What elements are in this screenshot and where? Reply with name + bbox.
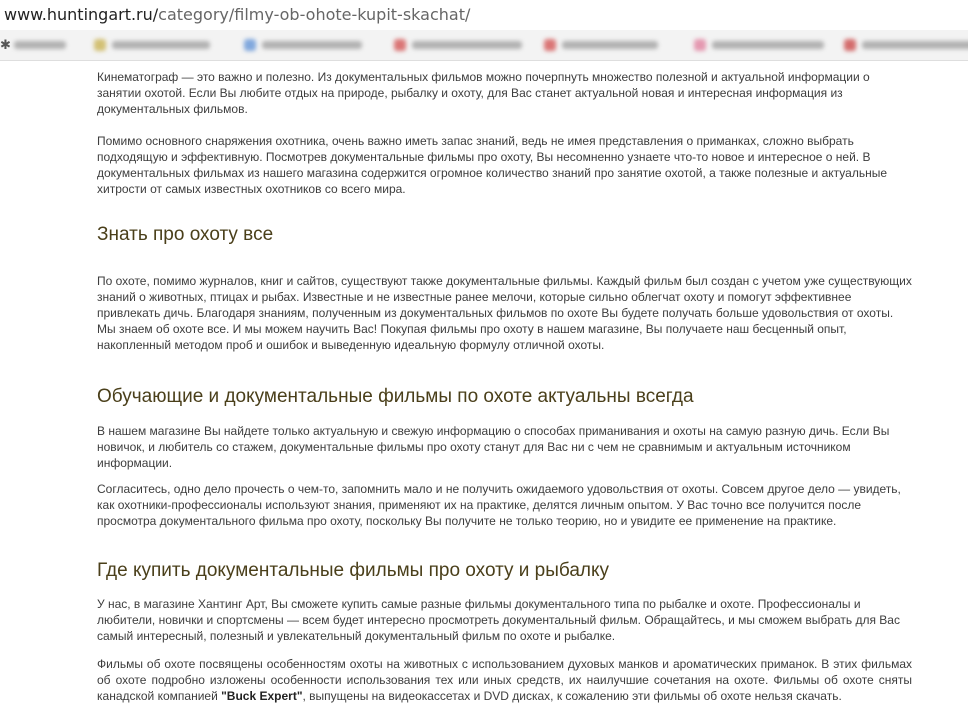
bookmark-item[interactable]: [14, 39, 66, 51]
section-paragraph: У нас, в магазине Хантинг Арт, Вы сможете купить самые разные фильмы документального типа по рыбалке и охоте. Профессионалы и любители, новички и спортсмены — всем будет интересно просмотреть документальный фильм. Обращайтесь, и мы сможем выбрать для Вас самый интересный, полезный и увлекательный документальный фильм по охоте и рыбалке.: [97, 597, 900, 643]
bookmark-item[interactable]: [544, 39, 658, 51]
bookmark-item[interactable]: [244, 39, 362, 51]
bookmarks-bar: [0, 30, 968, 61]
section-paragraph: [97, 656, 912, 704]
bookmark-favicon-icon: [544, 39, 556, 51]
bookmark-item[interactable]: [844, 39, 968, 51]
intro-paragraph: Помимо основного снаряжения охотника, очень важно иметь запас знаний, ведь не имея представления о приманках, сложно выбрать подходящую и эффективную. Посмотрев документальные фильмы про охоту, Вы несомненно узнаете что-то новое и интересное о ней. В документальных фильмах из нашего магазина содержится огромное количество знаний про занятие охотой, а также полезные и актуальные хитрости от самых известных охотников со всего мира.: [97, 134, 887, 196]
section-paragraph: В нашем магазине Вы найдете только актуальную и свежую информацию о способах приманивания и охоты на самую разную дичь. Если Вы новичок, и любитель со стажем, документальные фильмы про охоту станут для Вас ни с чем не сравнимым и актуальным источником информации.: [97, 424, 890, 470]
intro-paragraph: Кинематограф — это важно и полезно. Из документальных фильмов можно почерпнуть множество полезной и актуальной информации о занятии охотой. Если Вы любите отдых на природе, рыбалку и охоту, для Вас станет актуальной новая и интересная информация из документальных фильмов.: [97, 70, 870, 116]
section-paragraph: Согласитесь, одно дело прочесть о чем-то, запомнить мало и не получить ожидаемого удовольствия от охоты. Совсем другое дело — увидеть, как охотники-профессионалы используют знания, применяют их на практике, делятся личным опытом. У Вас точно все получится после просмотра документального фильма про охоту, поскольку Вы получите не только теорию, но и увидите ее применение на практике.: [97, 482, 901, 528]
article-content: [97, 63, 912, 704]
url-host: www.huntingart.ru/: [4, 5, 159, 24]
bookmark-item[interactable]: [394, 39, 522, 51]
bookmark-favicon-icon: [844, 39, 856, 51]
bookmark-favicon-icon: [244, 39, 256, 51]
section-paragraph: По охоте, помимо журналов, книг и сайтов, существуют также документальные фильмы. Каждый фильм был создан с учетом уже существующих знаний о животных, птицах и рыбах. Известные и не известные ранее мелочи, которые сильно облегчат охоту и помогут эффективнее привлекать дичь. Благодаря знаниям, полученным из документальных фильмов по охоте Вы будете получать больше удовольствия от охоты.: [97, 274, 912, 320]
paragraph-text: , выпущены на видеокассетах и DVD дисках, к сожалению эти фильмы об охоте нельзя скачать.: [302, 689, 842, 703]
bookmark-item[interactable]: [694, 39, 824, 51]
section-heading: Где купить документальные фильмы про охоту и рыбалку: [97, 560, 610, 581]
url-text[interactable]: [4, 5, 470, 25]
company-name: "Buck Expert": [221, 689, 303, 703]
section-paragraph: Мы знаем об охоте все. И мы можем научить Вас! Покупая фильмы про охоту в нашем магазине, Вы получаете наш бесценный опыт, накопленный методом проб и ошибок и выведенную идеальную формулу отличной охоты.: [97, 322, 847, 352]
paragraph-text: Фильмы об охоте посвящены особенностям охоты на животных с использованием духовых манков и ароматических приманок. В этих фильмах об охоте подробно изложены особенности использования тех или иных средств, их наилучшие сочетания на охоте. Фильмы об охоте сняты канадской компанией: [97, 657, 912, 703]
bookmark-item[interactable]: [94, 39, 210, 51]
address-bar[interactable]: [0, 0, 968, 31]
bookmark-favicon-icon: [694, 39, 706, 51]
bookmark-favicon-icon: [394, 39, 406, 51]
url-path: category/filmy-ob-ohote-kupit-skachat/: [158, 5, 471, 24]
bookmark-star-icon[interactable]: ✱: [0, 37, 11, 52]
section-heading: Знать про охоту все: [97, 224, 274, 245]
section-heading: Обучающие и документальные фильмы по охоте актуальны всегда: [97, 386, 694, 407]
bookmark-favicon-icon: [94, 39, 106, 51]
